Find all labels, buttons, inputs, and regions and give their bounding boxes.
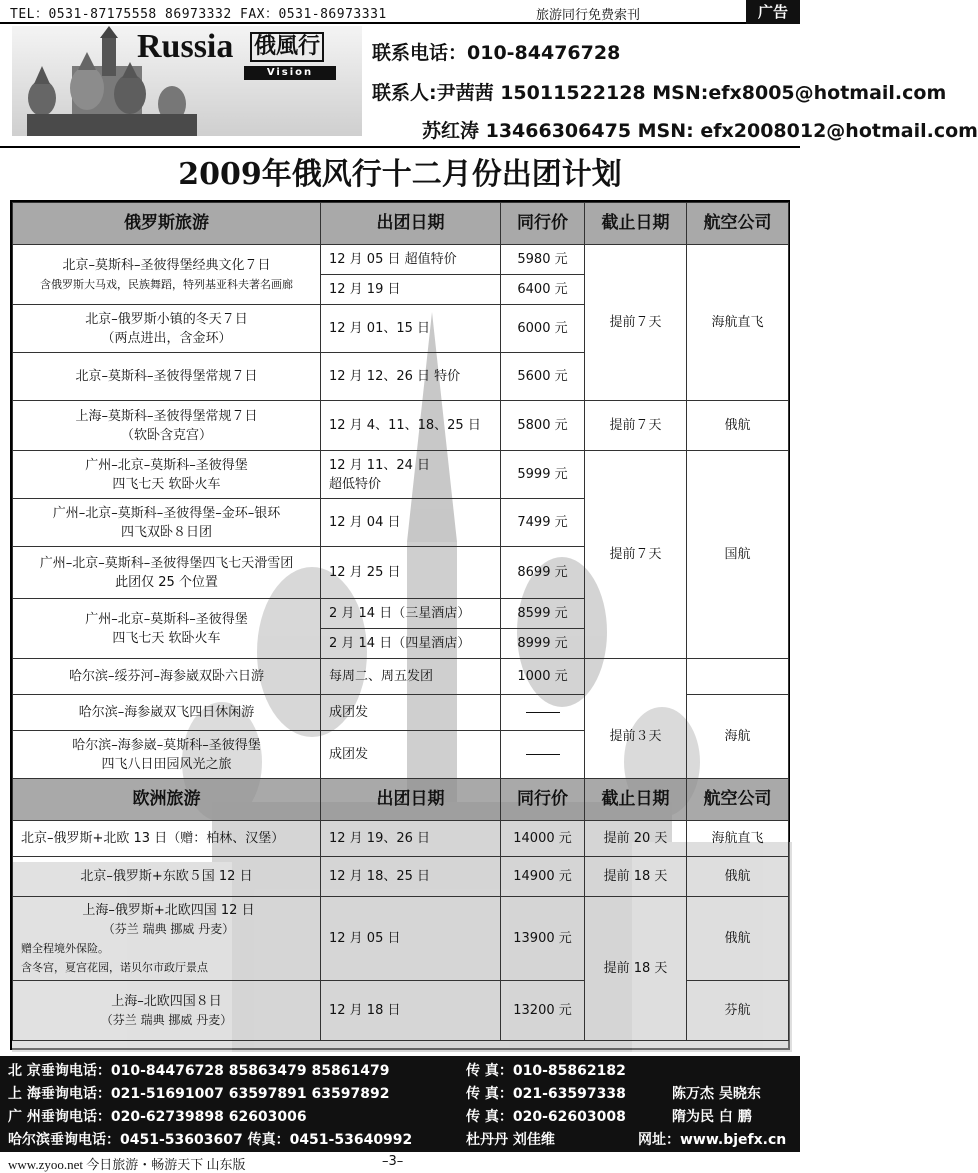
airline-cell <box>687 659 789 695</box>
route-cell <box>13 981 321 1041</box>
logo-vision: Vision <box>244 66 336 80</box>
route-cell <box>13 499 321 547</box>
price-cell: 6000 元 <box>501 305 585 353</box>
route-name: 北京–俄罗斯小镇的冬天７日 <box>85 311 248 327</box>
route-note: （芬兰 瑞典 挪威 丹麦） <box>100 1012 233 1027</box>
price-cell: 14000 元 <box>501 821 585 857</box>
footer-guangzhou-people: 隋为民 白 鹏 <box>672 1109 752 1125</box>
price-cell <box>501 731 585 779</box>
dash-icon <box>526 754 560 755</box>
date-line: 12 月 11、24 日 <box>329 457 431 473</box>
russia-header-deadline: 截止日期 <box>585 203 687 245</box>
deadline-cell: 提前 20 天 <box>585 821 687 857</box>
europe-header-airline: 航空公司 <box>687 779 789 821</box>
airline-cell: 芬航 <box>687 981 789 1041</box>
top-contact: TEL：0531-87175558 86973332 FAX：0531-86973331 <box>10 7 387 22</box>
date-cell: 12 月 4、11、18、25 日 <box>321 401 501 451</box>
route-name: 哈尔滨–海参崴–莫斯科–圣彼得堡 <box>72 737 261 753</box>
route-cell: 北京–俄罗斯+东欧５国 12 日 <box>13 857 321 897</box>
price-cell: 6400 元 <box>501 275 585 305</box>
route-cell: 哈尔滨–海参崴双飞四日休闲游 <box>13 695 321 731</box>
logo-brand: Russia <box>137 28 234 65</box>
deadline-cell: 提前７天 <box>585 451 687 659</box>
table-row <box>13 857 789 897</box>
airline-cell: 俄航 <box>687 897 789 981</box>
airline-cell: 俄航 <box>687 857 789 897</box>
route-note: （软卧含克宫） <box>120 427 212 443</box>
table-row <box>13 695 789 731</box>
deadline-cell: 提前 18 天 <box>585 857 687 897</box>
logo-brand-cn: 俄風行 <box>250 32 324 62</box>
route-cell <box>13 547 321 599</box>
date-cell: 12 月 12、26 日 特价 <box>321 353 501 401</box>
bottom-url: www.zyoo.net 今日旅游・畅游天下 山东版 <box>8 1157 246 1172</box>
header-phone: 联系电话：010-84476728 <box>372 42 621 64</box>
price-cell: 5600 元 <box>501 353 585 401</box>
date-line: 超低特价 <box>329 476 382 492</box>
footer-guangzhou-fax: 传 真：020-62603008 <box>466 1109 626 1125</box>
route-name: 广州–北京–莫斯科–圣彼得堡 <box>85 457 248 473</box>
date-cell: 成团发 <box>321 695 501 731</box>
airline-cell: 海航直飞 <box>687 821 789 857</box>
table-row <box>13 821 789 857</box>
route-cell <box>13 305 321 353</box>
route-cell <box>13 401 321 451</box>
price-cell: 8699 元 <box>501 547 585 599</box>
route-cell <box>13 731 321 779</box>
footer-beijing-fax: 传 真：010-85862182 <box>466 1063 626 1079</box>
date-cell: 成团发 <box>321 731 501 779</box>
date-cell: 12 月 19、26 日 <box>321 821 501 857</box>
table-row <box>13 659 789 695</box>
date-cell: 12 月 05 日 <box>321 897 501 981</box>
route-cell: 北京–俄罗斯+北欧 13 日（赠：柏林、汉堡） <box>13 821 321 857</box>
schedule-table <box>10 200 790 1050</box>
route-cell: 北京–莫斯科–圣彼得堡常规７日 <box>13 353 321 401</box>
date-cell: 每周二、周五发团 <box>321 659 501 695</box>
page-number: –3– <box>382 1154 404 1169</box>
price-cell: 7499 元 <box>501 499 585 547</box>
logo <box>12 26 362 136</box>
route-name: 上海–俄罗斯+北欧四国 12 日 <box>82 902 255 918</box>
price-cell: 8599 元 <box>501 599 585 629</box>
deadline-cell: 提前 18 天 <box>585 897 687 1041</box>
footer-harbin: 哈尔滨垂询电话：0451-53603607 传真：0451-53640992 <box>8 1132 413 1148</box>
date-cell: 2 月 14 日（四星酒店） <box>321 629 501 659</box>
bottom-strip <box>0 1152 800 1172</box>
route-note: （芬兰 瑞典 挪威 丹麦） <box>102 921 235 936</box>
index-label: 旅游同行免费索刊 <box>536 8 641 23</box>
europe-header-deadline: 截止日期 <box>585 779 687 821</box>
route-note: 四飞七天 软卧火车 <box>112 476 221 492</box>
footer-harbin-people: 杜丹丹 刘佳维 <box>466 1132 555 1148</box>
deadline-cell: 提前３天 <box>585 695 687 779</box>
route-name: 广州–北京–莫斯科–圣彼得堡–金环–银环 <box>52 505 281 521</box>
russia-header-airline: 航空公司 <box>687 203 789 245</box>
russia-header-row <box>13 203 789 245</box>
date-cell: 2 月 14 日（三星酒店） <box>321 599 501 629</box>
dash-icon <box>526 712 560 713</box>
europe-header-date: 出团日期 <box>321 779 501 821</box>
price-cell: 5800 元 <box>501 401 585 451</box>
date-cell: 12 月 18 日 <box>321 981 501 1041</box>
price-cell: 5999 元 <box>501 451 585 499</box>
date-cell: 12 月 05 日 超值特价 <box>321 245 501 275</box>
route-note: （两点进出，含金环） <box>101 330 232 346</box>
route-cell <box>13 245 321 305</box>
date-cell: 12 月 18、25 日 <box>321 857 501 897</box>
date-cell <box>321 451 501 499</box>
table-row <box>13 897 789 981</box>
footer-contacts <box>0 1056 800 1152</box>
table-row <box>13 245 789 275</box>
deadline-cell <box>585 659 687 695</box>
header <box>0 24 978 148</box>
route-name: 广州–北京–莫斯科–圣彼得堡 <box>85 611 248 627</box>
airline-cell: 海航 <box>687 695 789 779</box>
airline-cell: 海航直飞 <box>687 245 789 401</box>
page-title: 2009年俄风行十二月份出团计划 <box>178 157 622 192</box>
date-cell: 12 月 25 日 <box>321 547 501 599</box>
route-name: 广州–北京–莫斯科–圣彼得堡四飞七天滑雪团 <box>39 555 294 571</box>
price-cell: 13200 元 <box>501 981 585 1041</box>
europe-header-row <box>13 779 789 821</box>
route-note: 含俄罗斯大马戏，民族舞蹈，特列基亚科夫著名画廊 <box>40 277 293 291</box>
footer-beijing: 北 京垂询电话：010-84476728 85863479 85861479 <box>8 1063 390 1079</box>
route-name: 上海–北欧四国８日 <box>111 993 222 1009</box>
price-cell <box>501 695 585 731</box>
airline-cell: 国航 <box>687 451 789 659</box>
route-note: 四飞七天 软卧火车 <box>112 630 221 646</box>
route-cell <box>13 451 321 499</box>
table-row <box>13 451 789 499</box>
route-name: 北京–莫斯科–圣彼得堡经典文化７日 <box>62 257 271 273</box>
price-cell: 14900 元 <box>501 857 585 897</box>
ad-badge: 广告 <box>746 0 800 24</box>
date-cell: 12 月 01、15 日 <box>321 305 501 353</box>
footer-website: 网址：www.bjefx.cn <box>638 1132 787 1148</box>
footer-shanghai-people: 陈万杰 吴晓东 <box>672 1086 761 1102</box>
route-extra: 含冬宫，夏宫花园，诺贝尔市政厅景点 <box>21 960 208 974</box>
price-cell: 5980 元 <box>501 245 585 275</box>
header-contact-1: 联系人:尹茜茜 15011522128 MSN:efx8005@hotmail.com <box>372 82 947 104</box>
route-note: 四飞双卧８日团 <box>120 524 212 540</box>
price-cell: 1000 元 <box>501 659 585 695</box>
russia-header-price: 同行价 <box>501 203 585 245</box>
airline-cell: 俄航 <box>687 401 789 451</box>
route-note: 四飞八日田园风光之旅 <box>101 756 232 772</box>
top-bar <box>0 0 800 24</box>
date-cell: 12 月 19 日 <box>321 275 501 305</box>
footer-guangzhou: 广 州垂询电话：020-62739898 62603006 <box>8 1109 307 1125</box>
route-note: 此团仅 25 个位置 <box>115 574 218 590</box>
date-cell: 12 月 04 日 <box>321 499 501 547</box>
table-row <box>13 401 789 451</box>
footer-shanghai: 上 海垂询电话：021-51691007 63597891 63597892 <box>8 1086 390 1102</box>
route-cell <box>13 897 321 981</box>
header-contact-2: 苏红涛 13466306475 MSN: efx2008012@hotmail.com <box>422 120 978 142</box>
price-cell: 13900 元 <box>501 897 585 981</box>
footer-shanghai-fax: 传 真：021-63597338 <box>466 1086 626 1102</box>
deadline-cell: 提前７天 <box>585 401 687 451</box>
route-extra: 赠全程境外保险。 <box>21 941 109 955</box>
route-cell: 哈尔滨–绥芬河–海参崴双卧六日游 <box>13 659 321 695</box>
russia-header-route: 俄罗斯旅游 <box>13 203 321 245</box>
europe-header-price: 同行价 <box>501 779 585 821</box>
europe-header-route: 欧洲旅游 <box>13 779 321 821</box>
russia-header-date: 出团日期 <box>321 203 501 245</box>
deadline-cell: 提前７天 <box>585 245 687 401</box>
route-name: 上海–莫斯科–圣彼得堡常规７日 <box>75 408 258 424</box>
route-cell <box>13 599 321 659</box>
price-cell: 8999 元 <box>501 629 585 659</box>
